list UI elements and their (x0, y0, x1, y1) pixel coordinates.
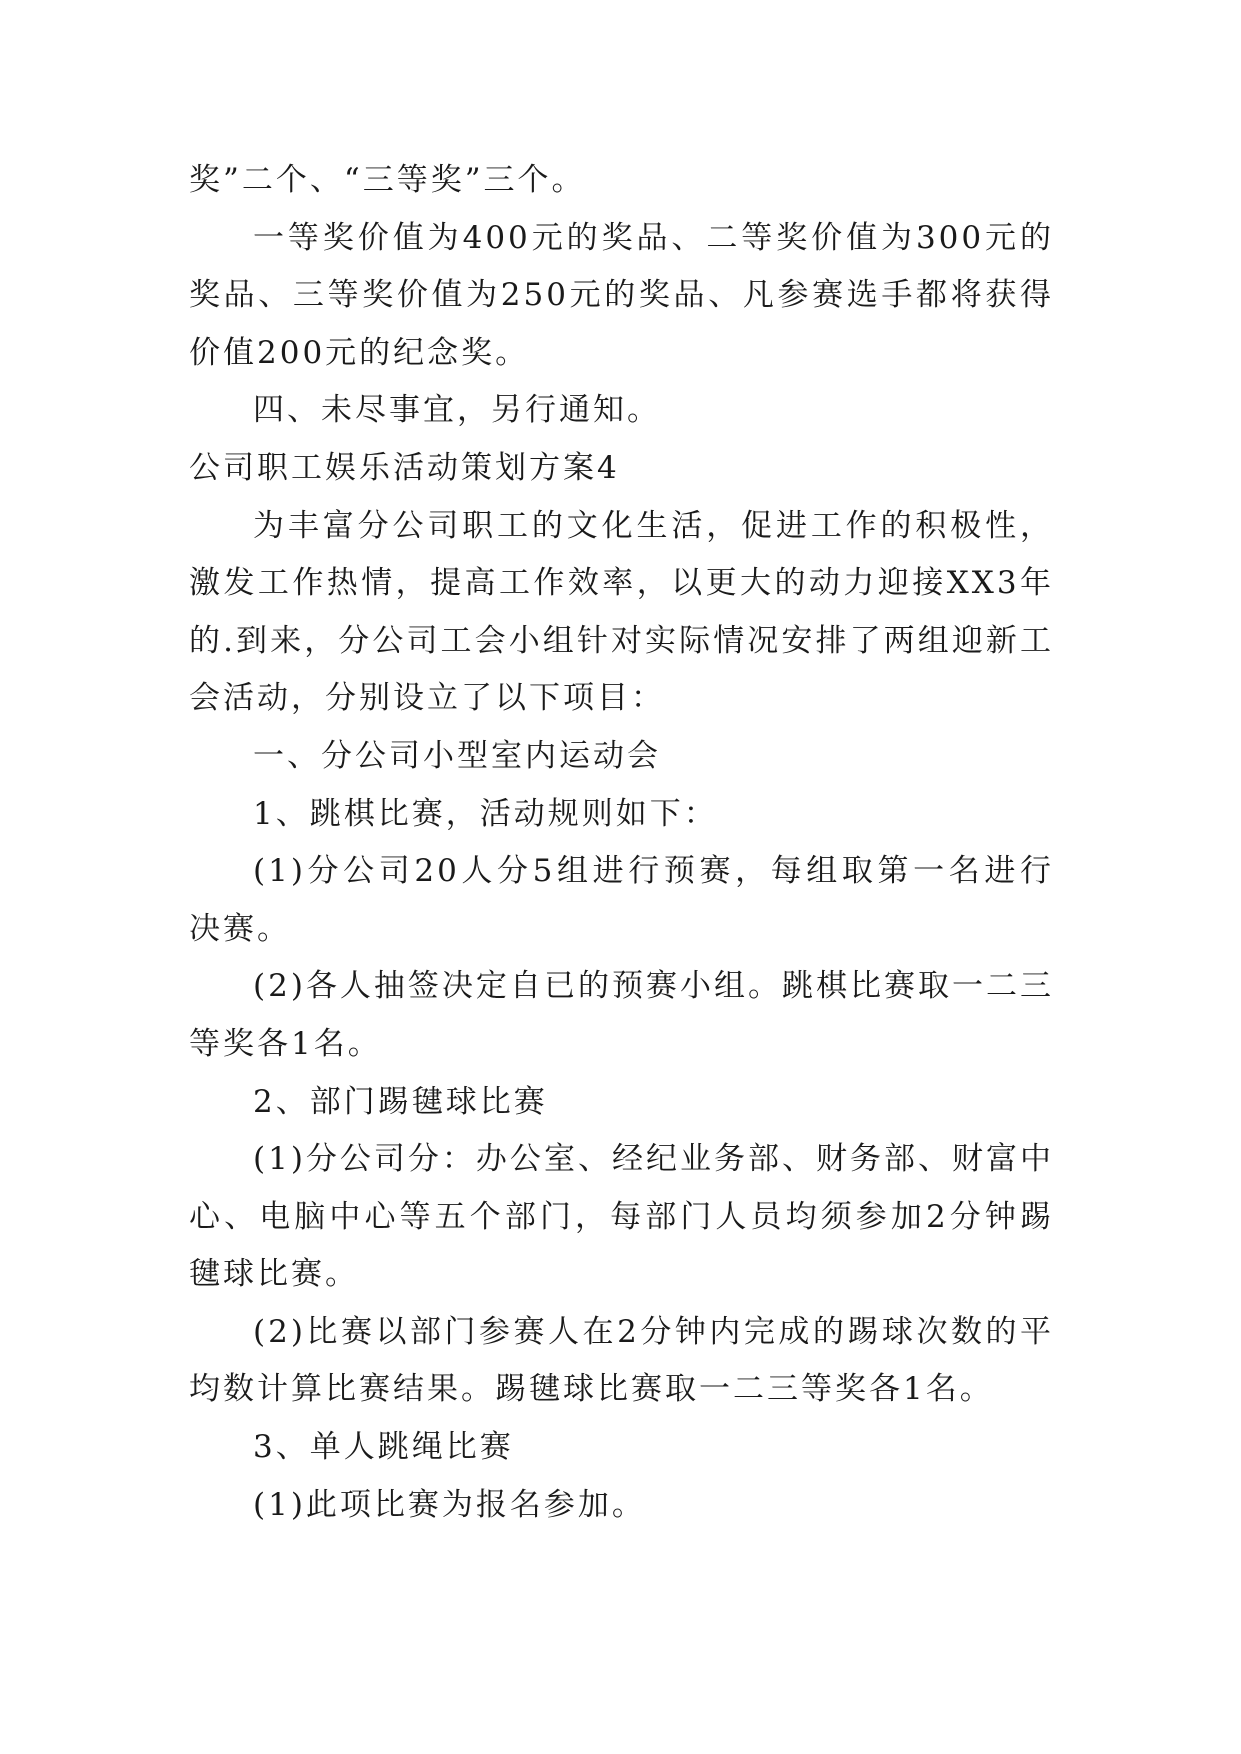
item-jump-rope-rule-1: (1)此项比赛为报名参加。 (253, 1486, 646, 1523)
item-shuttlecock-rule-2: (2)比赛以部门参赛人在2分钟内完成的踢球次数的平均数计算比赛结果。踢毽球比赛取一二三等奖各1名。 (189, 1313, 1054, 1408)
paragraph-prize-counts: 奖”二个、“三等奖”三个。 (189, 162, 586, 198)
paragraph-section-four: 四、未尽事宜，另行通知。 (253, 392, 661, 429)
item-checkers-rule-1: (1)分公司20人分5组进行预赛，每组取第一名进行决赛。 (189, 853, 1054, 947)
section-title: 公司职工娱乐活动策划方案4 (189, 449, 620, 486)
subheading-sports-meet: 一、分公司小型室内运动会 (253, 737, 661, 774)
item-jump-rope-title: 3、单人跳绳比赛 (253, 1429, 514, 1466)
paragraph-intro: 为丰富分公司职工的文化生活，促进工作的积极性，激发工作热情，提高工作效率，以更大的动力迎接XX3年的.到来，分公司工会小组针对实际情况安排了两组迎新工会活动，分别设立了以下项目： (189, 507, 1054, 717)
item-shuttlecock-rule-1: (1)分公司分：办公室、经纪业务部、财务部、财富中心、电脑中心等五个部门，每部门人员均须参加2分钟踢毽球比赛。 (189, 1141, 1054, 1293)
item-checkers-rule-2: (2)各人抽签决定自已的预赛小组。跳棋比赛取一二三等奖各1名。 (189, 968, 1054, 1062)
paragraph-prize-values: 一等奖价值为400元的奖品、二等奖价值为300元的奖品、三等奖价值为250元的奖品、凡参赛选手都将获得价值200元的纪念奖。 (189, 219, 1054, 371)
item-shuttlecock-title: 2、部门踢毽球比赛 (253, 1083, 548, 1120)
document-body (189, 152, 1054, 1534)
item-checkers-title: 1、跳棋比赛，活动规则如下： (253, 795, 718, 832)
